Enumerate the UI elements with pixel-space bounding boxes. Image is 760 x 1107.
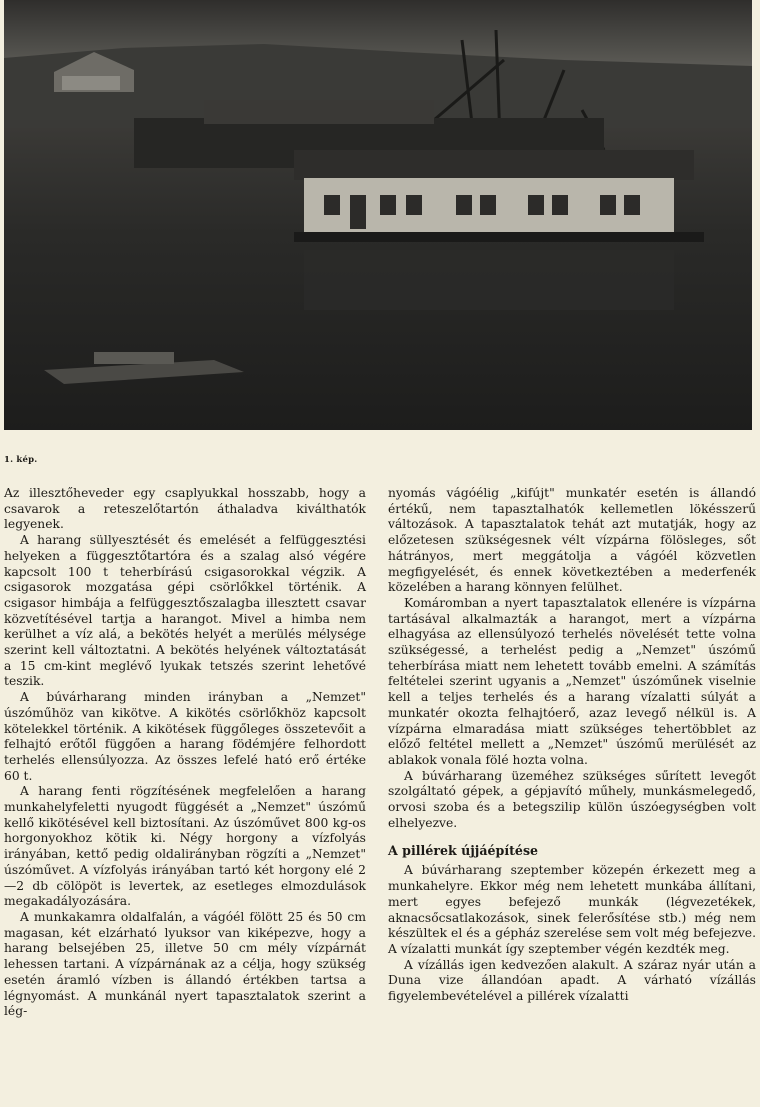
- paragraph: A búvárharang minden irányban a „Nemzet" úszóműhöz van kikötve. A kikötés csörlőkhöz kapcsolt kötelekkel történik. A kikötések függőleges összetevőit a felhajtó erőtől függően a harang födémjére felhordott terhelés ellensúlyozza. Az összes lefelé ható erő értéke 60 t.: [4, 690, 366, 783]
- right-column: [388, 486, 756, 1005]
- paragraph: Komáromban a nyert tapasztalatok ellenére is vízpárna tartásával alkalmazták a harangot, mert a vízpárna elhagyása az ellensúlyozó terhelés növelését tette volna szükségessé, a terhelést pedig a „Nemzet" úszómű teherbírása miatt nem lehetett tovább emelni. A számítás feltételei szerint ugyanis a „Nemzet" úszóműnek viselnie kell a teljes terhelés és a harang vízalatti súlyát a munkatér okozta felhajtóerő, azaz levegő nélkül is. A vízpárna elmaradása miatt szükséges tehertöbblet az előző feltétel mellett a „Nemzet" úszómű merülését az ablakok vonala fölé hozta volna.: [388, 595, 756, 767]
- barge-photo-drawing: [4, 0, 752, 430]
- left-column: [4, 486, 366, 1020]
- figure-caption: 1. kép.: [4, 455, 38, 465]
- paragraph: A harang süllyesztését és emelését a felfüggesztési helyeken a függesztőtartóra és a szalag alsó végére kapcsolt 100 t teherbírású csigasorokkal végzik. A csigasorok mozgatása gépi csörlőkkel történik. A csigasor himbája a felfüggesztőszalagba illesztett csavar közvetítésével tartja a harangot. Mivel a himba nem kerülhet a víz alá, a bekötés helyét a merülés mélysége szerint kell változtatni. A bekötés helyének változtatását a 15 cm-kint meglévő lyukak tetszés szerint lehetővé teszik.: [4, 533, 366, 689]
- section-heading: A pillérek újjáépítése: [388, 843, 539, 859]
- paragraph: Az illesztőheveder egy csaplyukkal hosszabb, hogy a csavarok a reteszelőtartón áthaladva kiválthatók legyenek.: [4, 486, 366, 532]
- figure-photo: [4, 0, 752, 430]
- paragraph: A vízállás igen kedvezően alakult. A száraz nyár után a Duna vize állandóan apadt. A várható vízállás figyelembevételével a pillérek vízalatti: [388, 957, 756, 1004]
- paragraph: A munkakamra oldalfalán, a vágóél fölött 25 és 50 cm magasan, két elzárható lyuksor van kiképezve, hogy a harang belsejében 25, illetve 50 cm mély vízpárnát lehessen tartani. A vízpárnának az a célja, hogy szükség esetén áramló vízben is állandó értékben tartsa a légnyomást. A munkánál nyert tapasztalatok szerint a lég-: [4, 909, 366, 1019]
- paragraph: A búvárharang üzeméhez szükséges sűrített levegőt szolgáltató gépek, a gépjavító műhely, munkásmelegedő, orvosi szoba és a betegszilip külön úszóegységben volt elhelyezve.: [388, 768, 756, 830]
- paragraph: A búvárharang szeptember közepén érkezett meg a munkahelyre. Ekkor még nem lehetett munkába állítani, mert egyes befejező munkák (légvezetékek, aknacsőcsatlakozások, sinek felerősítése stb.) még nem készültek el és a gépház szerelése sem volt még befejezve. A vízalatti munkát így szeptember végén kezdték meg.: [388, 863, 756, 956]
- paragraph: nyomás vágóélig „kifújt" munkatér esetén is állandó értékű, nem tapasztalhatók kellemetlen lökésszerű változások. A tapasztalatok tehát azt mutatják, hogy az előzetesen szükségesnek vélt vízpárna fölösleges, sőt hátrányos, mert meggátolja a vágóél közvetlen megfigyelését, és ennek következtében a mederfenék közelében a harang könnyen felülhet.: [388, 486, 756, 595]
- paragraph: A harang fenti rögzítésének megfelelően a harang munkahelyfeletti nyugodt függését a „Nemzet" úszómű kellő kikötésével kell biztosítani. Az úszóművet 800 kg-os horgonyokhoz kötik ki. Négy horgony a vízfolyás irányában, kettő pedig oldalirányban rögzíti a „Nemzet" úszóművet. A vízfolyás irányában tartó két horgony elé 2—2 db cölöpöt is levertek, az esetleges elmozdulások megakadályozására.: [4, 784, 366, 909]
